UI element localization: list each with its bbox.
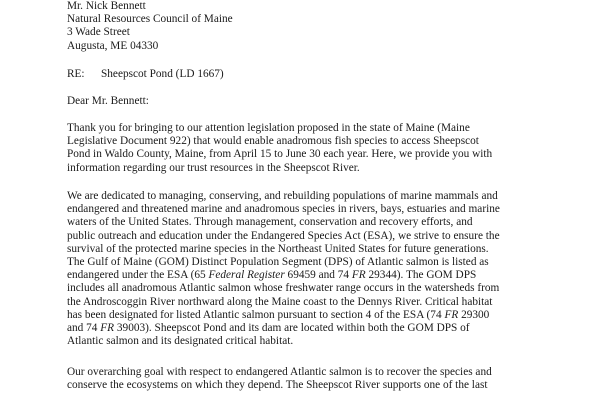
recipient-address bbox=[67, 0, 233, 53]
paragraph-line: survival of the protected marine species in the Northeast United States for future generations. bbox=[67, 242, 489, 255]
subject-line bbox=[67, 68, 224, 81]
text-run: 29344). The GOM DPS bbox=[365, 269, 477, 282]
paragraph-intro bbox=[67, 122, 492, 175]
paragraph-line: We are dedicated to managing, conserving, and rebuilding populations of marine mammals and bbox=[67, 190, 498, 202]
italic-citation: FR bbox=[444, 308, 459, 321]
paragraph-line: endangered and threatened marine and anadromous species in rivers, bays, estuaries and marine bbox=[67, 203, 500, 216]
paragraph-line: Legislative Document 922) that would enable anadromous fish species to access Sheepscot bbox=[67, 135, 479, 148]
italic-citation: Federal Register bbox=[208, 269, 285, 282]
paragraph-line: Pond in Waldo County, Maine, from April 15 to June 30 each year. Here, we provide you with bbox=[67, 148, 493, 161]
paragraph-mission bbox=[67, 190, 500, 348]
paragraph-line bbox=[67, 322, 500, 335]
text-run: has been designated for listed Atlantic salmon pursuant to section 4 of the ESA (74 bbox=[67, 308, 445, 321]
paragraph-line: conserve the ecosystems on which they depend. The Sheepscot River supports one of the last bbox=[67, 379, 488, 392]
text-run: endangered under the ESA (65 bbox=[67, 269, 209, 282]
recipient-name: Mr. Nick Bennett bbox=[67, 0, 146, 12]
recipient-organization: Natural Resources Council of Maine bbox=[67, 13, 233, 26]
paragraph-line: The Gulf of Maine (GOM) Distinct Population Segment (DPS) of Atlantic salmon is listed as bbox=[67, 255, 489, 268]
paragraph-line: includes all anadromous Atlantic salmon whose freshwater range occurs in the watersheds from bbox=[67, 282, 500, 295]
paragraph-line: public outreach and education under the Endangered Species Act (ESA), we strive to ensure the bbox=[67, 229, 500, 242]
paragraph-line: waters of the United States. Through management, conservation and recovery efforts, and bbox=[67, 216, 473, 229]
paragraph-line: Atlantic salmon and its designated critical habitat. bbox=[67, 335, 294, 348]
recipient-city: Augusta, ME 04330 bbox=[67, 39, 159, 52]
subject-text: Sheepscot Pond (LD 1667) bbox=[101, 68, 224, 80]
recipient-street: 3 Wade Street bbox=[67, 26, 130, 39]
paragraph-line: Thank you for bringing to our attention legislation proposed in the state of Maine (Maine bbox=[67, 122, 470, 134]
salutation: Dear Mr. Bennett: bbox=[67, 95, 149, 107]
italic-citation: FR bbox=[351, 269, 366, 282]
paragraph-line: information regarding our trust resources in the Sheepscot River. bbox=[67, 161, 360, 174]
paragraph-line bbox=[67, 309, 500, 322]
paragraph-goal bbox=[67, 366, 492, 392]
paragraph-line bbox=[67, 269, 500, 282]
text-run: 69459 and 74 bbox=[284, 269, 352, 282]
text-run: 29300 bbox=[458, 308, 490, 321]
text-run: 39003). Sheepscot Pond and its dam are located within both the GOM DPS of bbox=[114, 321, 470, 334]
paragraph-line: the Androscoggin River northward along the Maine coast to the Dennys River. Critical habitat bbox=[67, 295, 493, 308]
text-run: and 74 bbox=[67, 321, 101, 334]
paragraph-line: Our overarching goal with respect to endangered Atlantic salmon is to recover the species and bbox=[67, 366, 492, 378]
subject-label: RE: bbox=[67, 68, 85, 80]
italic-citation: FR bbox=[100, 321, 115, 334]
